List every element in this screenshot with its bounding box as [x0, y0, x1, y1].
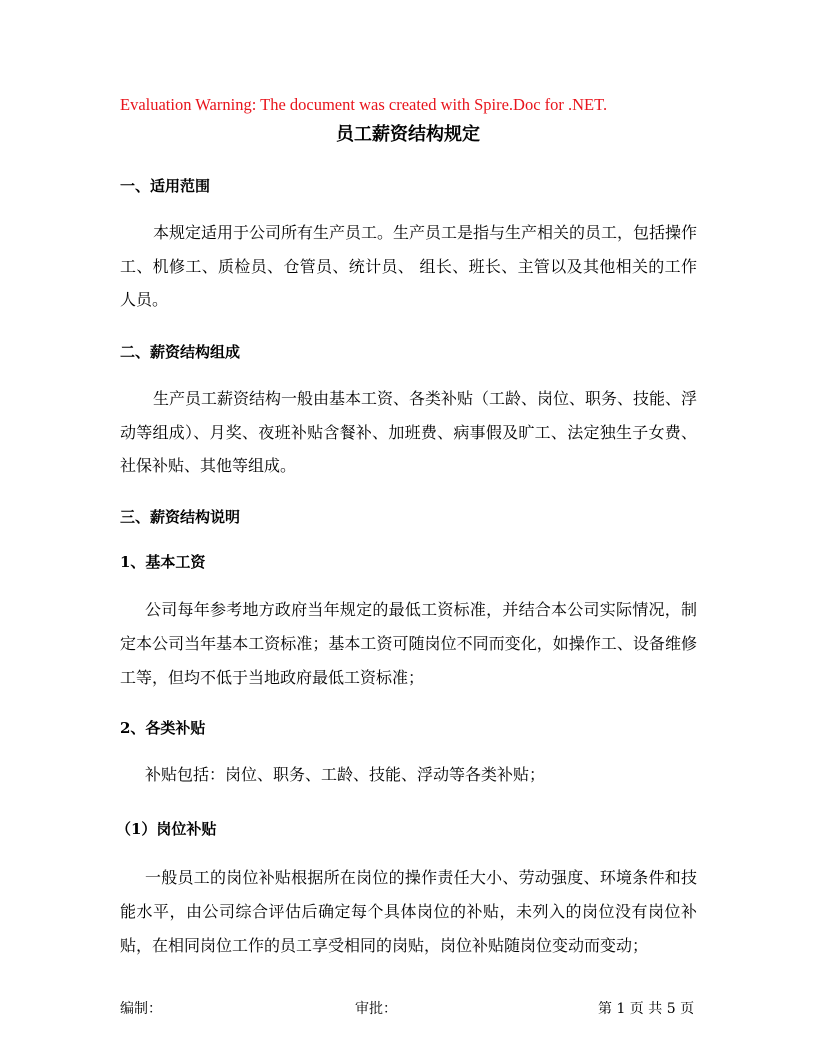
- paragraph-line: 能水平，由公司综合评估后确定每个具体岗位的补贴，未列入的岗位没有岗位补: [120, 902, 697, 921]
- section-heading-scope: 一、适用范围: [120, 177, 211, 195]
- paragraph-line: 定本公司当年基本工资标准；基本工资可随岗位不同而变化，如操作工、设备维修: [120, 634, 697, 653]
- paragraph-line: 公司每年参考地方政府当年规定的最低工资标准，并结合本公司实际情况，制: [145, 600, 697, 619]
- document-title: 员工薪资结构规定: [336, 124, 480, 145]
- paragraph-line: 贴，在相同岗位工作的员工享受相同的岗贴，岗位补贴随岗位变动而变动；: [120, 936, 649, 955]
- paragraph-line: 社保补贴、其他等组成。: [120, 456, 297, 475]
- paragraph-line: 工、机修工、质检员、仓管员、统计员、 组长、班长、主管以及其他相关的工作: [120, 257, 697, 276]
- evaluation-warning: Evaluation Warning: The document was created with Spire.Doc for .NET.: [120, 95, 608, 114]
- subsection-heading-basic-wage: 1、基本工资: [120, 553, 206, 571]
- paragraph-line: 本规定适用于公司所有生产员工。生产员工是指与生产相关的员工，包括操作: [153, 223, 698, 242]
- footer-page-number: 第 1 页 共 5 页: [598, 1001, 695, 1017]
- paragraph-line: 一般员工的岗位补贴根据所在岗位的操作责任大小、劳动强度、环境条件和技: [145, 868, 697, 887]
- section-heading-description: 三、薪资结构说明: [120, 508, 241, 526]
- section-heading-composition: 二、薪资结构组成: [120, 343, 241, 361]
- paragraph-line: 工等，但均不低于当地政府最低工资标准；: [120, 668, 425, 687]
- footer-prepared-by: 编制：: [120, 1001, 162, 1017]
- paragraph-line: 动等组成）、月奖、夜班补贴含餐补、加班费、病事假及旷工、法定独生子女费、: [120, 423, 697, 442]
- subsection-heading-allowances: 2、各类补贴: [120, 719, 206, 737]
- paragraph-line: 生产员工薪资结构一般由基本工资、各类补贴（工龄、岗位、职务、技能、浮: [153, 389, 698, 408]
- footer-approved-by: 审批：: [355, 1001, 397, 1017]
- paragraph-line: 补贴包括：岗位、职务、工龄、技能、浮动等各类补贴；: [145, 765, 546, 784]
- subsection-heading-post-allowance: （1）岗位补贴: [116, 820, 217, 838]
- paragraph-line: 人员。: [120, 290, 169, 309]
